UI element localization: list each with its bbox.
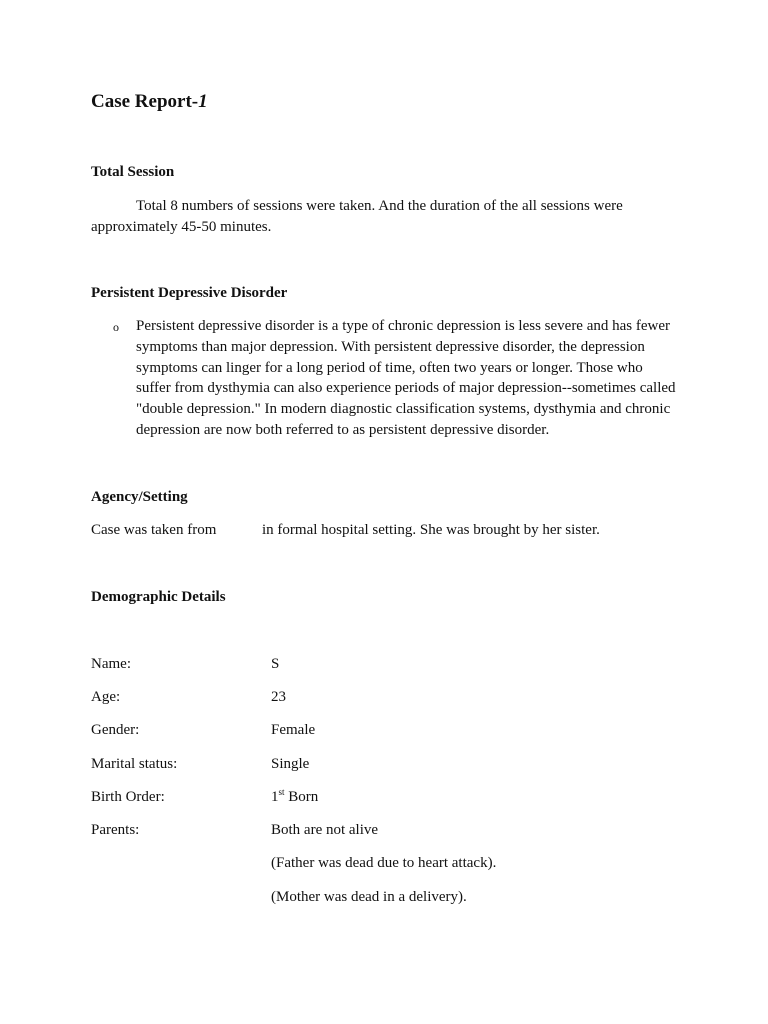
demographic-label: Name: — [91, 656, 131, 672]
disorder-heading: Persistent Depressive Disorder — [91, 285, 288, 301]
demographic-label: Marital status: — [91, 756, 178, 772]
demographic-value: Female — [271, 722, 316, 738]
total-session-text: Total 8 numbers of sessions were taken. And the duration of the all sessions were approximately 45-50 minutes. — [91, 198, 623, 235]
demographic-value: Single — [271, 756, 310, 772]
demographic-value: S — [271, 656, 280, 672]
total-session-heading: Total Session — [91, 164, 175, 180]
demographic-label: Gender: — [91, 722, 140, 738]
demographic-label: Age: — [91, 689, 121, 705]
parents-note: (Father was dead due to heart attack). — [271, 855, 497, 871]
demographic-value: 23 — [271, 689, 286, 705]
agency-text-before: Case was taken from — [91, 522, 217, 538]
demographic-label: Parents: — [91, 822, 140, 838]
disorder-text: Persistent depressive disorder is a type of chronic depression is less severe and has fewer symptoms than major depression. With persistent depressive disorder, the depression symptoms can linger for a long period of time, often two years or longer. Those who suffer from dysthymia can also experience periods of major depression--sometimes called "double depression." In modern diagnostic classification systems, dysthymia and chronic depression are now both referred to as persistent depressive disorder. — [136, 318, 676, 438]
birth-order-rest: Born — [284, 789, 319, 805]
title-text: Case Report- — [91, 91, 199, 112]
document-title — [91, 91, 208, 113]
ordinal-suffix: st — [278, 787, 285, 797]
title-number: 1 — [198, 91, 208, 112]
demographics-heading: Demographic Details — [91, 589, 226, 605]
agency-heading: Agency/Setting — [91, 489, 188, 505]
birth-order-number: 1 — [271, 789, 279, 805]
agency-text-after: in formal hospital setting. She was brought by her sister. — [262, 522, 600, 538]
demographic-label: Birth Order: — [91, 789, 165, 805]
parents-note: (Mother was dead in a delivery). — [271, 889, 467, 905]
bullet-marker: o — [113, 320, 119, 334]
demographic-value: Both are not alive — [271, 822, 379, 838]
demographic-value — [271, 787, 318, 808]
